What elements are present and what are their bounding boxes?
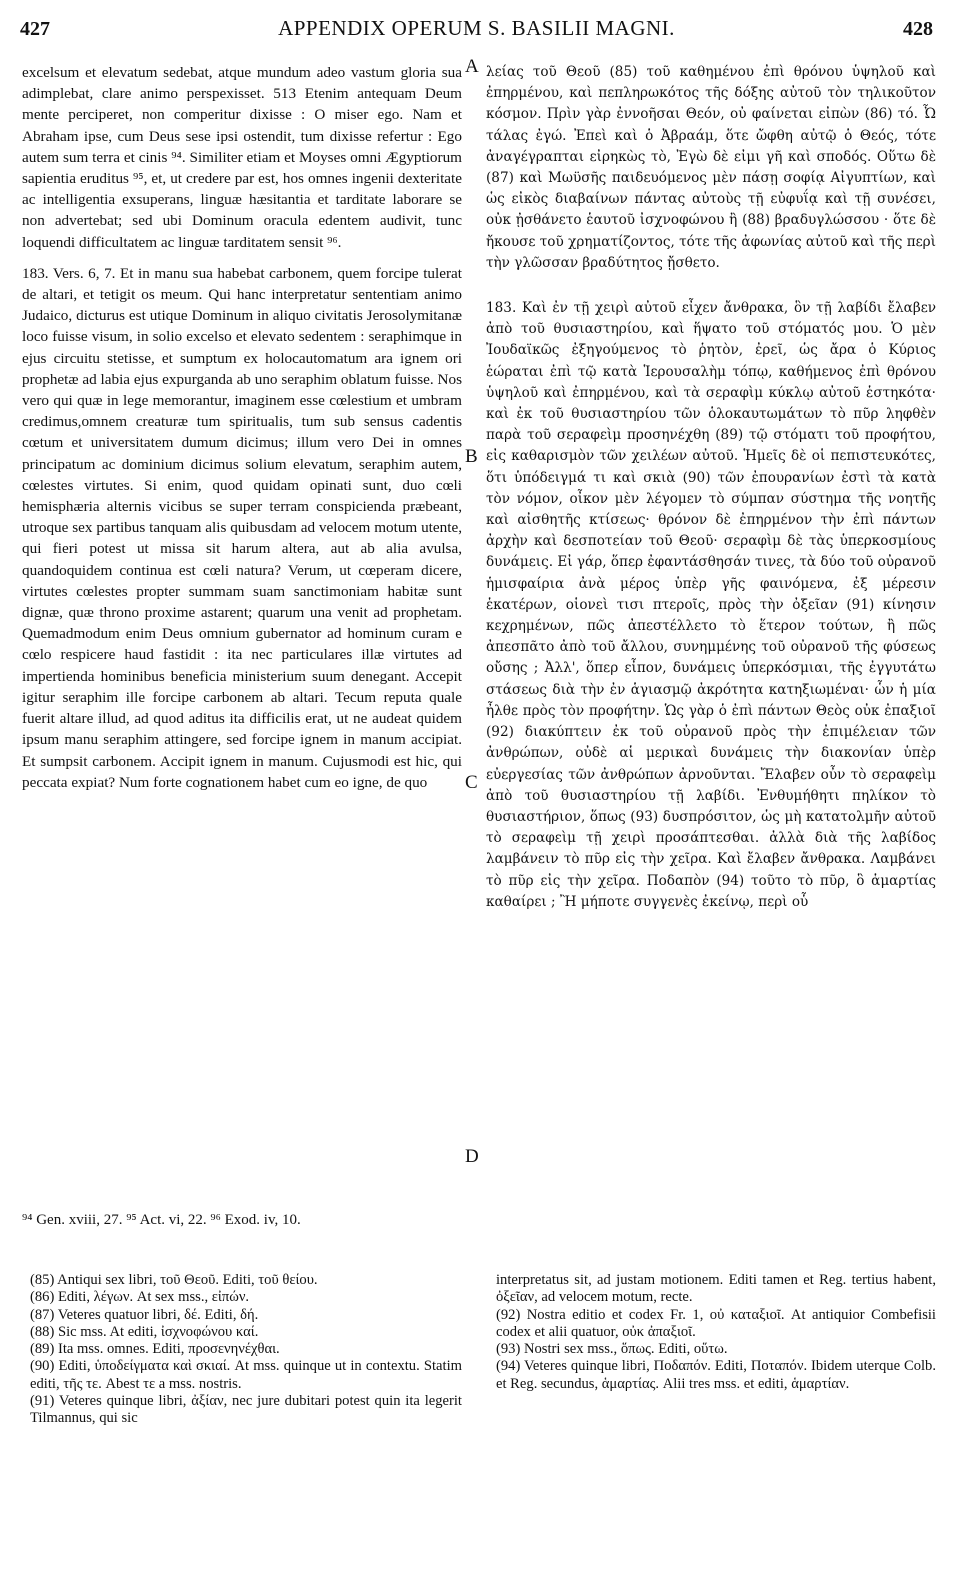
margin-letter-b: B bbox=[465, 446, 478, 467]
footnote: (91) Veteres quinque libri, ἀξίαν, nec jure dubitari potest quin ita legerit Tilmannus, qui sic bbox=[30, 1393, 462, 1427]
footnote: (88) Sic mss. At editi, ἰσχνοφώνου καί. bbox=[30, 1323, 259, 1340]
margin-letter-c: C bbox=[465, 772, 478, 793]
margin-letter-d: D bbox=[465, 1146, 479, 1167]
footnotes-left bbox=[30, 1272, 462, 1428]
page-header bbox=[20, 14, 933, 46]
footnote: (89) Ita mss. omnes. Editi, προσενηνέχθαι. bbox=[30, 1341, 280, 1358]
footnote: (85) Antiqui sex libri, τοῦ Θεοῦ. Editi, τοῦ θείου. bbox=[30, 1272, 318, 1288]
latin-paragraph-1: excelsum et elevatum sedebat, atque mundum adeo vastum gloria sua adimplebat, clare animo perspexisset. 513 Etenim antequam Deum mente perciperet, non comperitur dixisse : O miser ego. Nam et Abraham ipse, cum Deus sese ipsi ostendit, tum dixisse refertur : Ego autem sum terra et cinis ⁹⁴. Similiter etiam et Moyses omni Ægyptiorum sapientia eruditus ⁹⁵, et, ut credere par est, hos omnes ingenii dexteritate ac intelligentia exsuperans, linguæ hæsitantia et tarditate laborare se non advertebat; sed ubi Dominum oracula edentem audivit, tunc loquendi difficultatem ac linguæ tarditatem sensit ⁹⁶. bbox=[22, 64, 462, 251]
footnotes-right bbox=[496, 1272, 936, 1393]
page-number-right: 428 bbox=[903, 18, 933, 40]
margin-letter-a: A bbox=[465, 56, 479, 77]
footnote: (92) Nostra editio et codex Fr. 1, οὐ καταξιοῖ. At antiquior Combefisii codex et alii quatuor, οὐκ ἀπαξιοῖ. bbox=[496, 1306, 936, 1340]
scripture-notes: ⁹⁴ Gen. xviii, 27. ⁹⁵ Act. vi, 22. ⁹⁶ Exod. iv, 10. bbox=[22, 1212, 301, 1228]
greek-column bbox=[486, 62, 936, 913]
footnote: (86) Editi, λέγων. At sex mss., εἰπών. bbox=[30, 1289, 250, 1306]
greek-paragraph-2: 183. Καὶ ἐν τῇ χειρὶ αὐτοῦ εἶχεν ἄνθρακα, ὃν τῇ λαβίδι ἔλαβεν ἀπὸ τοῦ θυσιαστηρίου, καὶ ἥψατο τοῦ στόματός μου. Ὁ μὲν Ἰουδαϊκῶς ἐξηγούμενος τὸ ῥητὸν, ἐρεῖ, ὡς ἄρα ὁ Κύριος ἑώραται ἐπὶ τῷ κατὰ Ἱερουσαλὴμ τόπῳ, καθήμενος ἐπὶ θρόνου ὑψηλοῦ καὶ ἐπηρμένου, καὶ τὰ σεραφὶμ κύκλῳ αὐτοῦ ἑστηκότα· καὶ ἐκ τοῦ θυσιαστηρίου τῶν ὁλοκαυτωμάτων τὸ πῦρ ληφθὲν παρὰ τοῦ σεραφεὶμ προσηνέχθη (89) τῷ στόματι τοῦ προφήτου, εἰς καθαρισμὸν τῶν χειλέων αὐτοῦ. Ἡμεῖς δὲ οἱ πεπιστευκότες, ὅτι ὑπόδειγμά τι καὶ σκιὰ (90) τῶν ἐπουρανίων ἐστὶ τὰ κατὰ τὸν νόμον, οἶκον μὲν λέγομεν τὸ σύμπαν σύστημα τῆς νοητῆς καὶ αἰσθητῆς κτίσεως· θρόνον δὲ ἐπηρμένον τὴν ἐπὶ πάντων ἀρχὴν καὶ δεσποτείαν τοῦ Θεοῦ· σεραφὶμ δὲ τὰς ὑπερκοσμίους δυνάμεις. Εἰ γάρ, ὅπερ ἐφαντάσθησάν τινες, τὰ δύο τοῦ οὐρανοῦ ἡμισφαίρια ἀνὰ μέρος ὑπὲρ γῆς φαινόμενα, ἐξ μέρεσιν ἑκατέρων, οἱονεὶ τισι πτεροῖς, πρὸς τὴν ὀξεῖαν (91) κίνησιν κεχρημένων, πῶς ἀπεστέλλετο τὸ ἕτερον τούτων, ἢ πῶς ἀπεσπᾶτο ἀπὸ τοῦ ἄλλου, συνημμένης τοῦ οὐρανοῦ τῆς φύσεως οὔσης ; Ἀλλ', ὅπερ εἶπον, δυνάμεις ὑπερκόσμιαι, τῆς ἐγγυτάτω στάσεως διὰ τὴν ἐν ἁγιασμῷ ἀκρότητα κατηξιωμέναι· ὧν ἡ μία ἦλθε πρὸς τὸν προφήτην. Ὡς γὰρ ὁ ἐπὶ πάντων Θεὸς οὐκ ἐπαξιοῖ (92) διακύπτειν ἐκ τοῦ οὐρανοῦ πρὸς τὴν ἐπιμέλειαν τῶν ἀνθρώπων, οὐδὲ αἱ μερικαὶ δυνάμεις τὴν διακονίαν ὑπὲρ εὐεργεσίας τῶν ἀνθρώπων ἀρνοῦνται. Ἔλαβεν οὖν τὸ σεραφεὶμ ἀπὸ τοῦ θυσιαστηρίου τῇ λαβίδι. Ἐνθυμήθητι πηλίκον τὸ θυσιαστήριον, ὅπως (93) δυσπρόσιτον, ὡς μὴ κατατολμῆν αὐτοῦ τὸ σεραφεὶμ τῇ χειρὶ προσάπτεσθαι. ἀλλὰ διὰ τῆς λαβίδος λαμβάνειν τὸ πῦρ εἰς τὴν χεῖρα. Καὶ ἔλαβεν ἄνθρακα. Λαμβάνει τὸ πῦρ εἰς τὴν χεῖρα. Ποδαπὸν (94) τοῦτο τὸ πῦρ, ὃ ἁμαρτίας καθαίρει ; Ἢ μήποτε συγγενὲς ἐκείνῳ, περὶ οὗ bbox=[486, 300, 936, 910]
page-number-left: 427 bbox=[20, 18, 50, 40]
footnote: (90) Editi, ὑποδείγματα καὶ σκιαί. At mss. quinque ut in contextu. Statim editi, τῆς τε. Abest τε a mss. nostris. bbox=[30, 1358, 462, 1392]
footnote: (87) Veteres quatuor libri, δέ. Editi, δή. bbox=[30, 1306, 259, 1323]
footnote: (93) Nostri sex mss., ὅπως. Editi, οὕτω. bbox=[496, 1341, 728, 1358]
greek-paragraph-1: λείας τοῦ Θεοῦ (85) τοῦ καθημένου ἐπὶ θρόνου ὑψηλοῦ καὶ ἐπηρμένου, καὶ πεπληρωκότος τῆς δόξης αὐτοῦ τὸν τηλικοῦτον κόσμον. Πρὶν γὰρ ἐννοῆσαι Θεόν, οὐ φαίνεται εἰπὼν (86) τό. Ὦ τάλας ἐγώ. Ἐπεὶ καὶ ὁ Ἀβραάμ, ὅτε ὤφθη αὐτῷ ὁ Θεός, τότε ἀναγέγραπται εἰρηκὼς τὸ, Ἐγὼ δὲ εἰμι γῆ καὶ σποδός. Οὕτω δὲ (87) καὶ Μωϋσῆς παιδευόμενος μὲν πάσῃ σοφίᾳ Αἰγυπτίων, καὶ ὡς εἰκὸς διαβαίνων πάντας αὐτοὺς τῇ εὐφυΐᾳ καὶ τῇ συνέσει, οὐκ ᾐσθάνετο ἑαυτοῦ ἰσχνοφώνου ἢ (88) βραδυγλώσσου · ὅτε δὲ ἤκουσε τοῦ χρηματίζοντος, τότε τῆς ἀφωνίας αὐτοῦ καὶ τῆς περὶ τὴν γλῶσσαν βραδύτητος ᾔσθετο. bbox=[486, 64, 936, 271]
footnote: (94) Veteres quinque libri, Ποδαπόν. Editi, Ποταπόν. Ibidem uterque Colb. et Reg. secundus, ἁμαρτίας. Alii tres mss. et editi, ἁμαρτίαν. bbox=[496, 1358, 936, 1392]
footnote: interpretatus sit, ad justam motionem. Editi tamen et Reg. tertius habent, ὀξεῖαν, ad velocem motum, recte. bbox=[496, 1272, 936, 1306]
latin-column bbox=[22, 62, 462, 793]
latin-paragraph-2: 183. Vers. 6, 7. Et in manu sua habebat carbonem, quem forcipe tulerat de altari, et tetigit os meum. Qui hanc interpretatur sententiam animo Judaico, dicturus est utique Dominum in aliquo civitatis Jerosolymitanæ loco fuisse visum, in solio excelso et elevato sedentem : seraphimque in ejus circuitu stetisse, et sumptum ex holocautomatum ara ignem ori prophetæ ad labia ejus expurganda ab uno seraphim oblatum fuisse. Nos vero qui quæ in lege memorantur, imaginem esse cœlestium et umbram credimus,omnem creaturæ tum spiritualis, tum sub sensus cadentis cœtum et universitatem dumum dicimus; illum vero Dei in omnes principatum ac dominium dicimus solium elevatum, seraphim autem, cœlestes virtutes. Si enim, quod quidam opinati sunt, duo cœli hemisphæria alternis vicibus se super terram conspicienda præbeant, utroque sex partibus tanquam alis quibusdam ad velocem motum utente, qui fieri potest ut missa sit harum altera, aut ab alia avulsa, quandoquidem continua est cœli natura? Verum, ut cœperam dicere, virtutes cœlestes propter summam suam sanctimoniam habitæ sunt dignæ, quæ throno proxime astarent; quarum una venit ad prophetam. Quemadmodum enim Deus omnium gubernator ad hominum curam e cœlo respicere haud fastidit : ita nec particulares illæ virtutes ad impertienda hominibus beneficia ministerium suum denegant. Accepit igitur seraphim ille forcipe carbonem ab altari. Tecum reputa quale fuerit altare illud, ad quod aditus ita difficilis erat, ut ne audeat quidem ipsum manu seraphim attingere, sed forcipe ignem in manum accipiat. Et sumpsit carbonem. Accipit ignem in manum. Cujusmodi est hic, qui peccata expiat? Num forte cognationem habet cum eo igne, de quo bbox=[22, 264, 462, 791]
running-title: APPENDIX OPERUM S. BASILII MAGNI. bbox=[278, 16, 675, 40]
